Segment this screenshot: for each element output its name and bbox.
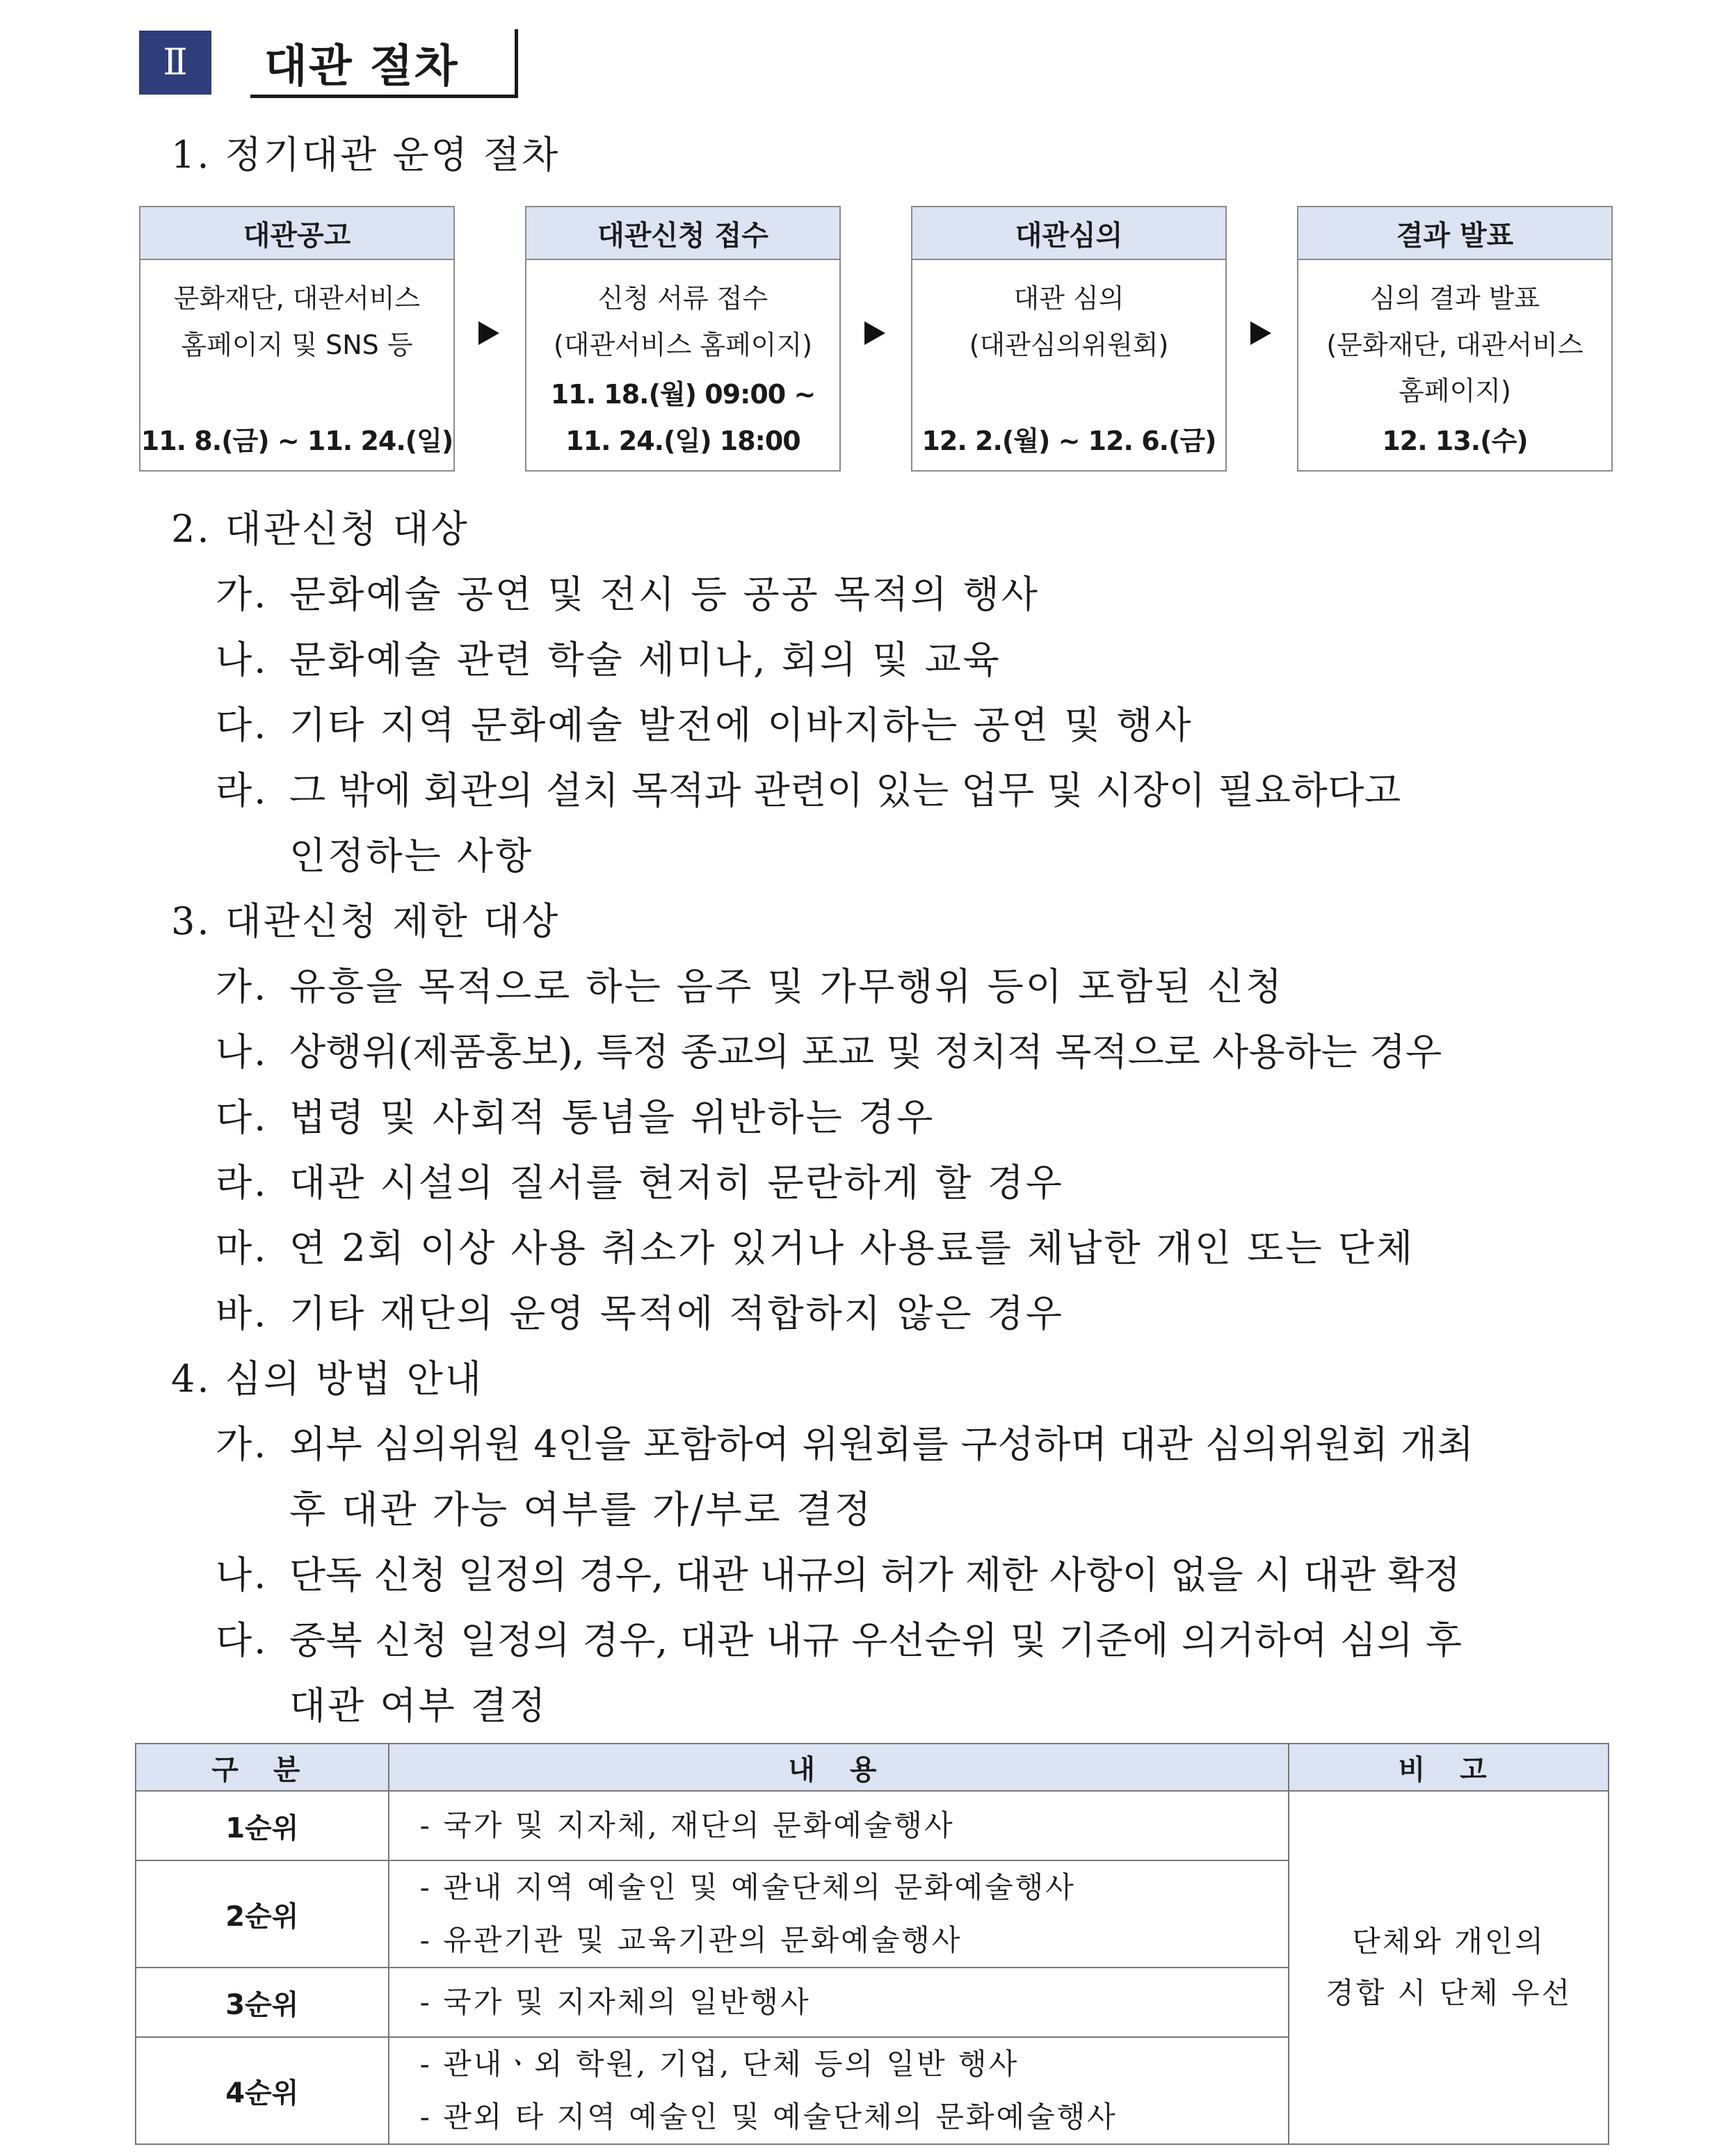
table-row — [136, 1791, 1609, 1860]
list-marker: 마. — [216, 1226, 268, 1270]
list-text: 대관 시설의 질서를 현저히 문란하게 할 경우 — [289, 1161, 1064, 1205]
list-text: 법령 및 사회적 통념을 위반하는 경우 — [289, 1095, 935, 1139]
content-line: - 국가 및 지자체의 일반행사 — [419, 1985, 811, 2019]
content-line: - 유관기관 및 교육기관의 문화예술행사 — [419, 1923, 962, 1957]
flow-step-title: 대관공고 — [140, 207, 453, 260]
flow-step-line: 신청 서류 접수 — [597, 283, 768, 314]
flow-arrow-icon — [1250, 321, 1271, 345]
flow-step-line: (문화재단, 대관서비스 — [1326, 330, 1584, 360]
flow-step-date: 12. 2.(월) ~ 12. 6.(금) — [921, 426, 1216, 456]
flow-step-date: 12. 13.(수) — [1382, 426, 1528, 456]
priority-content — [389, 1860, 1289, 1968]
list-text-continued: 대관 여부 결정 — [289, 1684, 548, 1728]
list-text: 중복 신청 일정의 경우, 대관 내규 우선순위 및 기준에 의거하여 심의 후 — [289, 1618, 1463, 1662]
section-title-frame — [250, 29, 518, 98]
list-marker: 라. — [216, 769, 268, 812]
list-text: 외부 심의위원 4인을 포함하여 위원회를 구성하며 대관 심의위원회 개최 — [289, 1422, 1474, 1466]
flow-step-date: 11. 18.(월) 09:00 ~ — [550, 379, 816, 410]
list-text: 단독 신청 일정의 경우, 대관 내규의 허가 제한 사항이 없을 시 대관 확정 — [289, 1553, 1460, 1597]
flow-step-date: 11. 24.(일) 18:00 — [565, 426, 800, 456]
list-marker: 나. — [216, 1553, 268, 1597]
part2-heading: 2. 대관신청 대상 — [171, 507, 469, 551]
table-header: 구 분 — [136, 1744, 389, 1791]
list-text: 문화예술 관련 학술 세미나, 회의 및 교육 — [289, 638, 1001, 682]
flow-arrow-icon — [864, 321, 885, 345]
flow-step-announcement — [139, 206, 455, 472]
list-text: 연 2회 이상 사용 취소가 있거나 사용료를 체납한 개인 또는 단체 — [289, 1226, 1415, 1270]
flow-step-title: 결과 발표 — [1298, 207, 1611, 260]
flow-step-result — [1297, 206, 1613, 472]
note-line: 단체와 개인의 — [1352, 1924, 1546, 1958]
flow-step-application — [525, 206, 841, 472]
flow-step-line: (대관심의위원회) — [969, 330, 1169, 360]
priority-rank: 1순위 — [136, 1791, 389, 1860]
table-header: 내 용 — [389, 1744, 1289, 1791]
part3-heading: 3. 대관신청 제한 대상 — [171, 899, 561, 943]
section-header — [139, 29, 459, 96]
table-header-row — [136, 1744, 1609, 1791]
part4-heading: 4. 심의 방법 안내 — [171, 1357, 484, 1401]
list-text: 기타 재단의 운영 목적에 적합하지 않은 경우 — [289, 1292, 1064, 1335]
priority-note — [1289, 1791, 1609, 2144]
flow-step-review — [911, 206, 1227, 472]
section-number: Ⅱ — [139, 31, 211, 95]
flow-step-title: 대관심의 — [912, 207, 1225, 260]
list-marker: 라. — [216, 1161, 268, 1205]
flow-arrow-icon — [478, 321, 499, 345]
list-text: 상행위(제품홍보), 특정 종교의 포교 및 정치적 목적으로 사용하는 경우 — [289, 1030, 1442, 1074]
flow-step-line: 문화재단, 대관서비스 — [173, 283, 421, 314]
list-marker: 바. — [216, 1292, 268, 1335]
priority-table — [135, 1743, 1609, 2145]
note-line: 경합 시 단체 우선 — [1326, 1976, 1572, 2010]
content-line: - 관내 지역 예술인 및 예술단체의 문화예술행사 — [419, 1870, 1076, 1904]
priority-content — [389, 1791, 1289, 1860]
list-marker: 가. — [216, 572, 268, 616]
flow-step-date: 11. 8.(금) ~ 11. 24.(일) — [140, 426, 453, 456]
part1-heading: 1. 정기대관 운영 절차 — [171, 133, 561, 177]
list-text: 유흥을 목적으로 하는 음주 및 가무행위 등이 포함된 신청 — [289, 965, 1284, 1008]
content-line: - 관외 타 지역 예술인 및 예술단체의 문화예술행사 — [419, 2100, 1118, 2134]
list-marker: 다. — [216, 1618, 268, 1662]
list-text: 기타 지역 문화예술 발전에 이바지하는 공연 및 행사 — [289, 703, 1193, 747]
flow-step-line: 홈페이지) — [1399, 376, 1511, 406]
list-text: 문화예술 공연 및 전시 등 공공 목적의 행사 — [289, 572, 1040, 616]
flow-step-line: (대관서비스 홈페이지) — [553, 330, 813, 360]
list-marker: 나. — [216, 1030, 268, 1074]
section-title: 대관 절차 — [264, 41, 459, 92]
flow-step-title: 대관신청 접수 — [526, 207, 839, 260]
priority-rank: 4순위 — [136, 2037, 389, 2144]
list-text-continued: 후 대관 가능 여부를 가/부로 결정 — [289, 1488, 873, 1531]
list-text: 그 밖에 회관의 설치 목적과 관련이 있는 업무 및 시장이 필요하다고 — [289, 769, 1401, 812]
priority-content — [389, 1968, 1289, 2037]
list-marker: 나. — [216, 638, 268, 682]
list-marker: 가. — [216, 965, 268, 1008]
list-marker: 다. — [216, 703, 268, 747]
priority-rank: 3순위 — [136, 1968, 389, 2037]
priority-content — [389, 2037, 1289, 2144]
list-marker: 다. — [216, 1095, 268, 1139]
list-text-continued: 인정하는 사항 — [289, 834, 534, 878]
table-header: 비 고 — [1289, 1744, 1609, 1791]
flow-step-line: 심의 결과 발표 — [1369, 283, 1540, 314]
list-marker: 가. — [216, 1422, 268, 1466]
flow-step-line: 대관 심의 — [1013, 283, 1125, 314]
content-line: - 관내ㆍ외 학원, 기업, 단체 등의 일반 행사 — [419, 2047, 1020, 2081]
priority-rank: 2순위 — [136, 1860, 389, 1968]
content-line: - 국가 및 지자체, 재단의 문화예술행사 — [419, 1808, 955, 1842]
flow-step-line: 홈페이지 및 SNS 등 — [181, 330, 413, 360]
